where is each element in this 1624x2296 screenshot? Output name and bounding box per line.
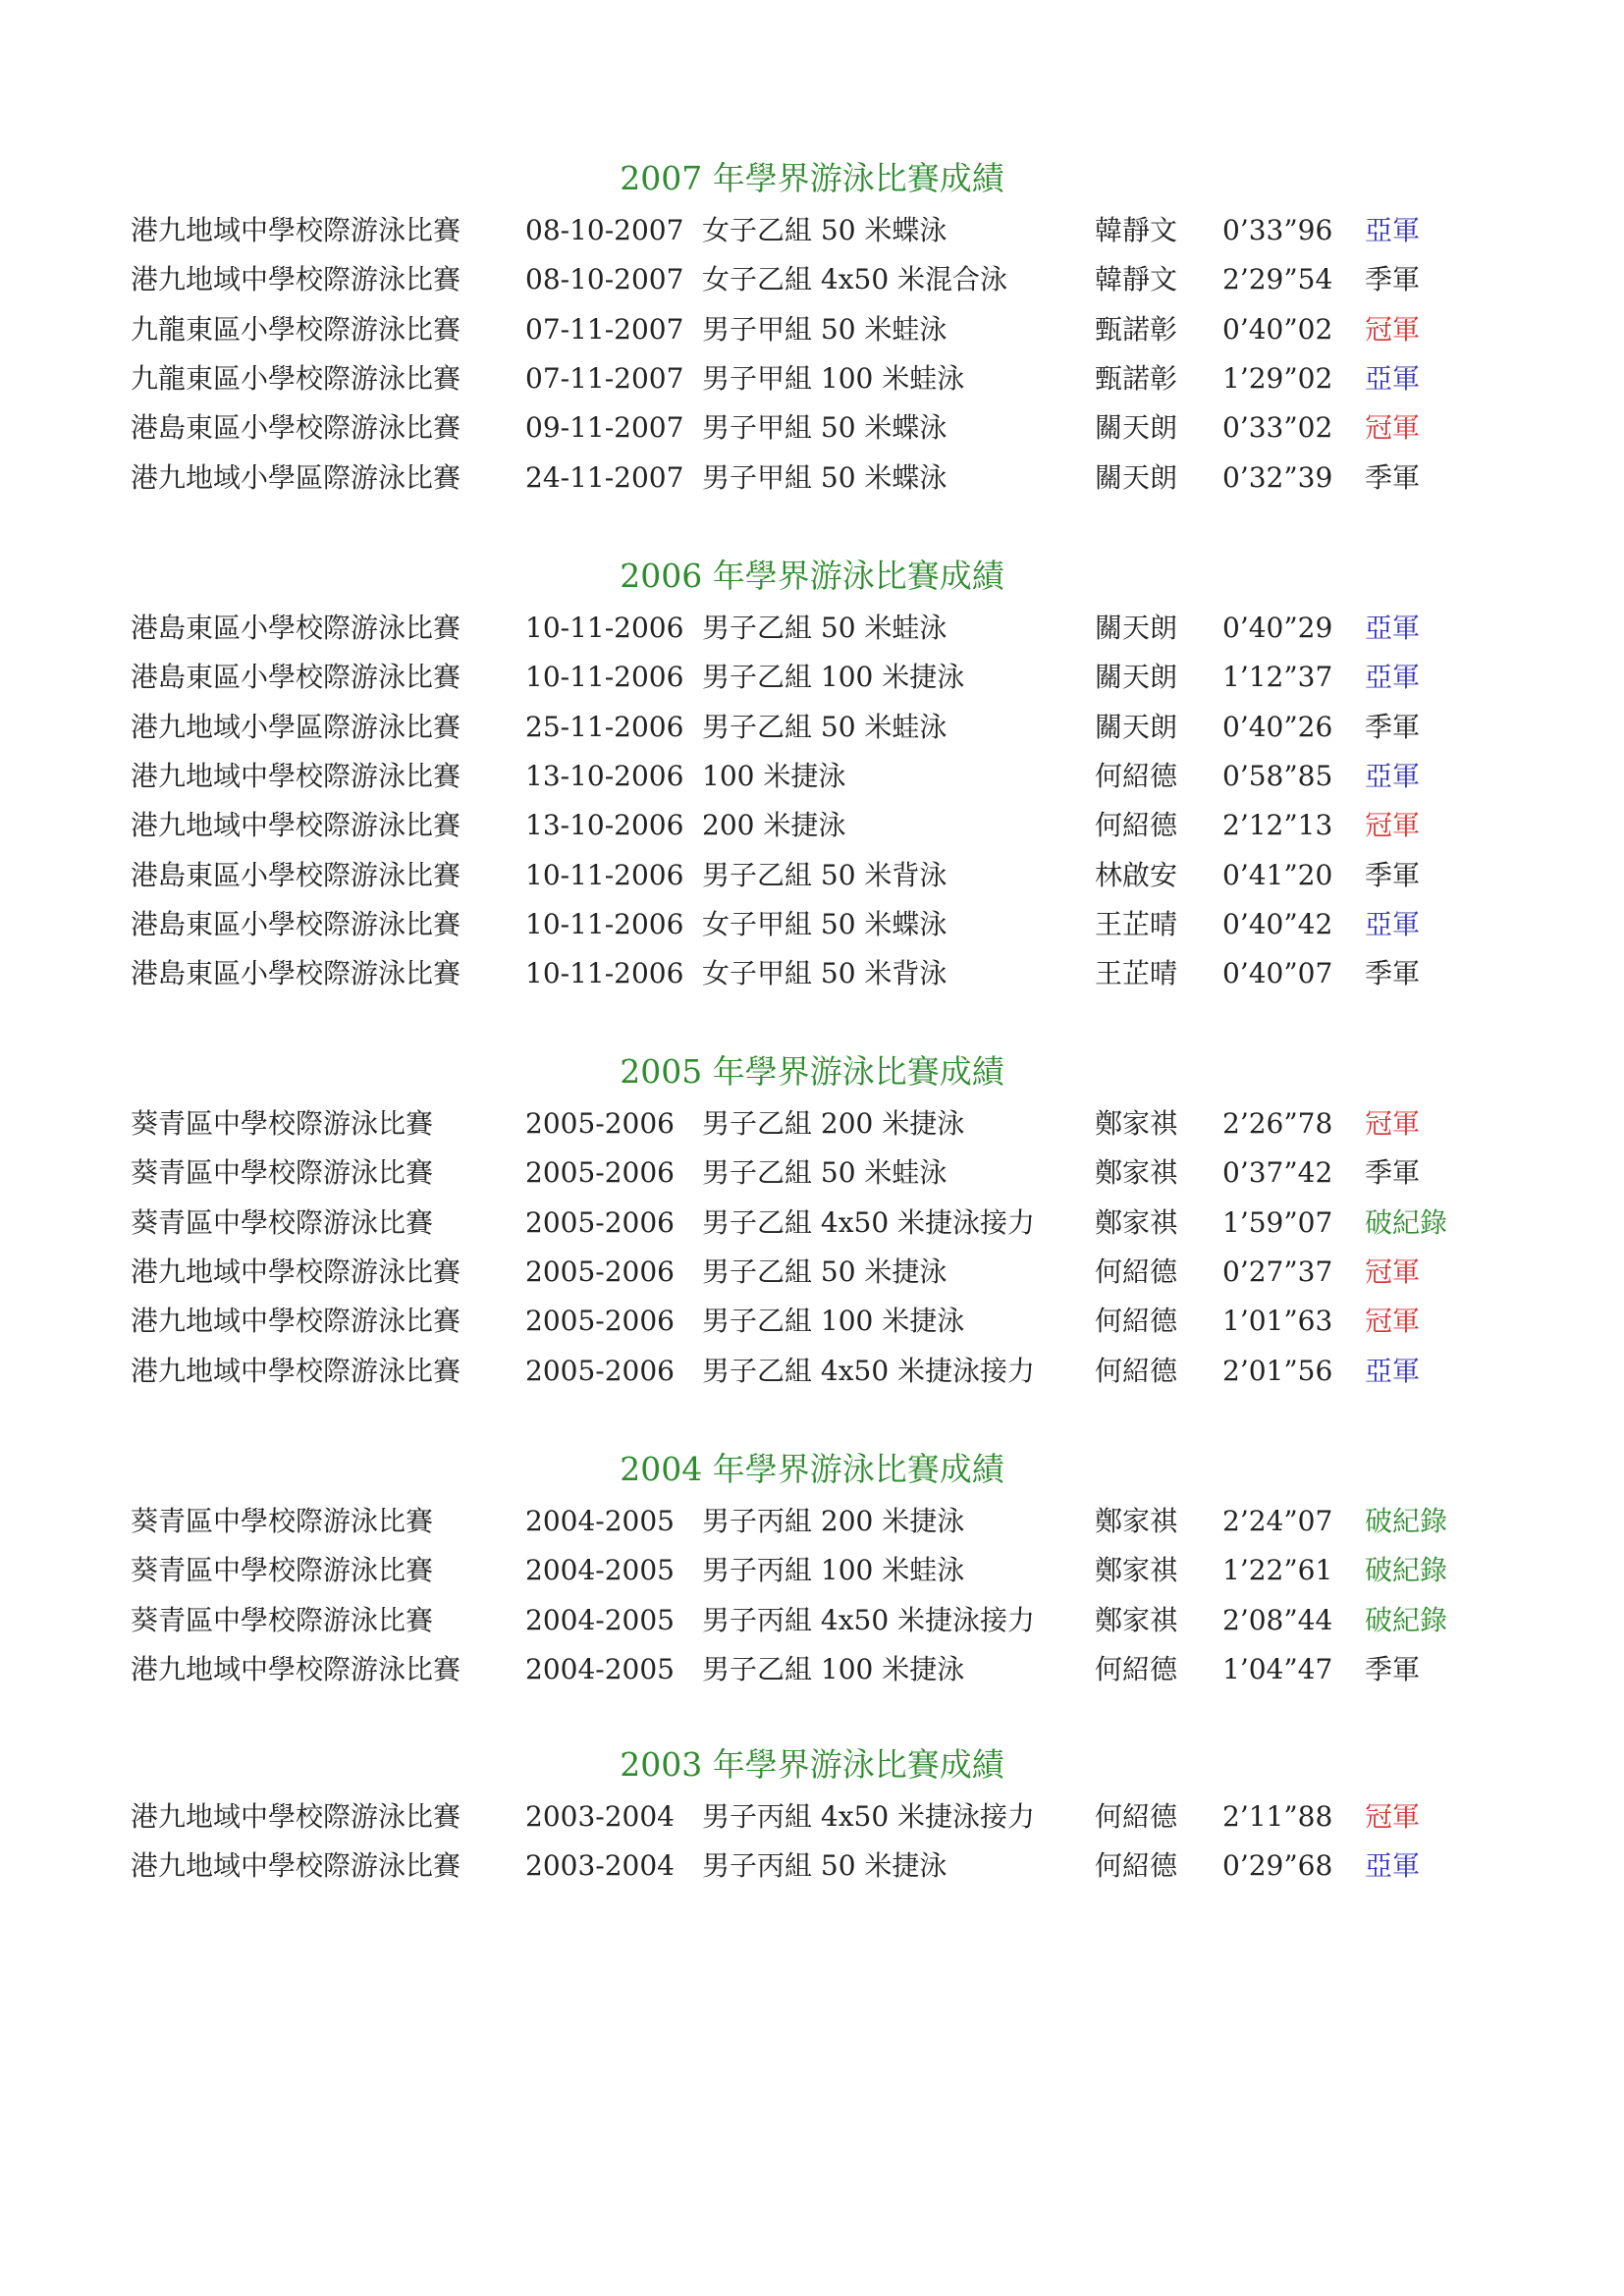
event-name: 男子乙組 50 米蛙泳: [702, 711, 947, 743]
event-name: 男子乙組 4x50 米捷泳接力: [702, 1355, 1036, 1387]
competition-name: 港九地域中學校際游泳比賽: [131, 1800, 461, 1833]
event-name: 男子乙組 50 米蛙泳: [702, 612, 947, 644]
competition-name: 港九地域中學校際游泳比賽: [131, 1849, 461, 1882]
award-label: 季軍: [1365, 263, 1421, 295]
event-name: 男子乙組 4x50 米捷泳接力: [702, 1206, 1036, 1239]
result-time: 1’01”63: [1222, 1305, 1333, 1337]
competition-date: 24-11-2007: [525, 461, 684, 494]
competition-date: 2005-2006: [525, 1305, 675, 1337]
result-time: 0’32”39: [1222, 461, 1333, 494]
competition-date: 2003-2004: [525, 1800, 675, 1833]
competition-date: 10-11-2006: [525, 908, 684, 940]
swimmer-name: 何紹德: [1095, 1849, 1178, 1882]
result-row: [0, 1551, 1624, 1600]
competition-name: 港九地域中學校際游泳比賽: [131, 1305, 461, 1337]
swimmer-name: 關天朗: [1095, 612, 1178, 644]
swimmer-name: 何紹德: [1095, 1255, 1178, 1288]
result-row: [0, 260, 1624, 309]
competition-date: 13-10-2006: [525, 760, 684, 792]
swimmer-name: 何紹德: [1095, 1653, 1178, 1685]
result-row: [0, 1797, 1624, 1846]
award-label: 亞軍: [1365, 1849, 1421, 1882]
competition-name: 葵青區中學校際游泳比賽: [131, 1604, 434, 1636]
award-label: 季軍: [1365, 1653, 1421, 1685]
award-label: 亞軍: [1365, 612, 1421, 644]
competition-date: 2005-2006: [525, 1355, 675, 1387]
award-label: 季軍: [1365, 711, 1421, 743]
swimmer-name: 甄諾彰: [1095, 313, 1178, 346]
swimmer-name: 何紹德: [1095, 760, 1178, 792]
competition-name: 港島東區小學校際游泳比賽: [131, 411, 461, 444]
event-name: 男子丙組 100 米蛙泳: [702, 1554, 965, 1586]
event-name: 男子乙組 200 米捷泳: [702, 1107, 965, 1140]
swimmer-name: 何紹德: [1095, 809, 1178, 841]
result-time: 0’40”26: [1222, 711, 1333, 743]
competition-date: 08-10-2007: [525, 214, 684, 246]
competition-date: 2004-2005: [525, 1604, 675, 1636]
result-time: 1’29”02: [1222, 362, 1333, 395]
competition-name: 港島東區小學校際游泳比賽: [131, 859, 461, 891]
result-row: [0, 1502, 1624, 1551]
result-row: [0, 708, 1624, 757]
swimmer-name: 鄭家祺: [1095, 1554, 1178, 1586]
competition-name: 港九地域中學校際游泳比賽: [131, 809, 461, 841]
result-row: [0, 1253, 1624, 1302]
competition-date: 2004-2005: [525, 1505, 675, 1537]
result-row: [0, 1352, 1624, 1401]
event-name: 男子乙組 100 米捷泳: [702, 1653, 965, 1685]
swimmer-name: 王芷晴: [1095, 957, 1178, 989]
event-name: 男子乙組 100 米捷泳: [702, 661, 965, 693]
competition-date: 2005-2006: [525, 1107, 675, 1140]
event-name: 100 米捷泳: [702, 760, 846, 792]
event-name: 200 米捷泳: [702, 809, 846, 841]
competition-name: 葵青區中學校際游泳比賽: [131, 1505, 434, 1537]
competition-name: 港九地域中學校際游泳比賽: [131, 1355, 461, 1387]
competition-name: 港九地域中學校際游泳比賽: [131, 263, 461, 295]
award-label: 亞軍: [1365, 362, 1421, 395]
result-time: 0’29”68: [1222, 1849, 1333, 1882]
award-label: 冠軍: [1365, 1800, 1421, 1833]
award-label: 破紀錄: [1365, 1604, 1448, 1636]
section-title: 2003 年學界游泳比賽成績: [620, 1745, 1004, 1784]
event-name: 女子乙組 50 米蝶泳: [702, 214, 947, 246]
competition-name: 港九地域中學校際游泳比賽: [131, 1653, 461, 1685]
result-time: 2’11”88: [1222, 1800, 1333, 1833]
result-time: 2’12”13: [1222, 809, 1333, 841]
competition-name: 葵青區中學校際游泳比賽: [131, 1206, 434, 1239]
result-row: [0, 1153, 1624, 1202]
award-label: 季軍: [1365, 859, 1421, 891]
competition-date: 07-11-2007: [525, 362, 684, 395]
result-time: 0’37”42: [1222, 1156, 1333, 1189]
result-row: [0, 905, 1624, 954]
competition-date: 08-10-2007: [525, 263, 684, 295]
swimmer-name: 關天朗: [1095, 461, 1178, 494]
competition-name: 港島東區小學校際游泳比賽: [131, 661, 461, 693]
result-row: [0, 359, 1624, 408]
event-name: 男子乙組 50 米背泳: [702, 859, 947, 891]
award-label: 季軍: [1365, 461, 1421, 494]
event-name: 男子甲組 100 米蛙泳: [702, 362, 965, 395]
competition-name: 葵青區中學校際游泳比賽: [131, 1107, 434, 1140]
event-name: 男子丙組 200 米捷泳: [702, 1505, 965, 1537]
result-time: 0’40”02: [1222, 313, 1333, 346]
swimmer-name: 鄭家祺: [1095, 1206, 1178, 1239]
swimmer-name: 王芷晴: [1095, 908, 1178, 940]
swimmer-name: 林啟安: [1095, 859, 1178, 891]
event-name: 男子丙組 50 米捷泳: [702, 1849, 947, 1882]
swimmer-name: 關天朗: [1095, 661, 1178, 693]
competition-date: 07-11-2007: [525, 313, 684, 346]
swimmer-name: 關天朗: [1095, 711, 1178, 743]
event-name: 男子乙組 100 米捷泳: [702, 1305, 965, 1337]
result-row: [0, 408, 1624, 457]
award-label: 冠軍: [1365, 1107, 1421, 1140]
competition-date: 10-11-2006: [525, 859, 684, 891]
competition-name: 港九地域中學校際游泳比賽: [131, 760, 461, 792]
result-time: 0’40”42: [1222, 908, 1333, 940]
competition-date: 09-11-2007: [525, 411, 684, 444]
result-time: 2’24”07: [1222, 1505, 1333, 1537]
award-label: 亞軍: [1365, 661, 1421, 693]
event-name: 男子丙組 4x50 米捷泳接力: [702, 1800, 1036, 1833]
competition-name: 港島東區小學校際游泳比賽: [131, 612, 461, 644]
award-label: 冠軍: [1365, 1305, 1421, 1337]
result-time: 0’58”85: [1222, 760, 1333, 792]
competition-name: 葵青區中學校際游泳比賽: [131, 1156, 434, 1189]
award-label: 破紀錄: [1365, 1505, 1448, 1537]
result-time: 2’08”44: [1222, 1604, 1333, 1636]
result-row: [0, 1601, 1624, 1650]
result-time: 0’27”37: [1222, 1255, 1333, 1288]
swimmer-name: 關天朗: [1095, 411, 1178, 444]
swimmer-name: 鄭家祺: [1095, 1107, 1178, 1140]
competition-date: 2005-2006: [525, 1156, 675, 1189]
event-name: 男子甲組 50 米蝶泳: [702, 461, 947, 494]
competition-name: 九龍東區小學校際游泳比賽: [131, 313, 461, 346]
swimmer-name: 鄭家祺: [1095, 1604, 1178, 1636]
section-title: 2004 年學界游泳比賽成績: [620, 1450, 1004, 1488]
result-row: [0, 1650, 1624, 1699]
result-time: 0’41”20: [1222, 859, 1333, 891]
competition-date: 2004-2005: [525, 1653, 675, 1685]
result-row: [0, 211, 1624, 260]
result-row: [0, 458, 1624, 507]
result-time: 2’01”56: [1222, 1355, 1333, 1387]
competition-name: 九龍東區小學校際游泳比賽: [131, 362, 461, 395]
event-name: 男子乙組 50 米蛙泳: [702, 1156, 947, 1189]
competition-date: 25-11-2006: [525, 711, 684, 743]
competition-date: 2005-2006: [525, 1206, 675, 1239]
award-label: 破紀錄: [1365, 1554, 1448, 1586]
result-row: [0, 1302, 1624, 1351]
competition-name: 港島東區小學校際游泳比賽: [131, 908, 461, 940]
award-label: 冠軍: [1365, 1255, 1421, 1288]
award-label: 季軍: [1365, 957, 1421, 989]
competition-name: 港九地域中學校際游泳比賽: [131, 1255, 461, 1288]
result-row: [0, 658, 1624, 707]
swimmer-name: 何紹德: [1095, 1800, 1178, 1833]
event-name: 男子甲組 50 米蝶泳: [702, 411, 947, 444]
competition-date: 10-11-2006: [525, 612, 684, 644]
competition-date: 2004-2005: [525, 1554, 675, 1586]
competition-name: 港九地域小學區際游泳比賽: [131, 461, 461, 494]
result-row: [0, 1104, 1624, 1153]
result-time: 0’40”07: [1222, 957, 1333, 989]
swimmer-name: 韓靜文: [1095, 214, 1178, 246]
award-label: 亞軍: [1365, 760, 1421, 792]
competition-date: 2005-2006: [525, 1255, 675, 1288]
competition-name: 葵青區中學校際游泳比賽: [131, 1554, 434, 1586]
award-label: 亞軍: [1365, 1355, 1421, 1387]
competition-date: 13-10-2006: [525, 809, 684, 841]
competition-name: 港九地域小學區際游泳比賽: [131, 711, 461, 743]
event-name: 男子乙組 50 米捷泳: [702, 1255, 947, 1288]
award-label: 亞軍: [1365, 908, 1421, 940]
swimmer-name: 鄭家祺: [1095, 1156, 1178, 1189]
competition-name: 港島東區小學校際游泳比賽: [131, 957, 461, 989]
result-row: [0, 757, 1624, 806]
award-label: 冠軍: [1365, 411, 1421, 444]
award-label: 破紀錄: [1365, 1206, 1448, 1239]
swimmer-name: 何紹德: [1095, 1305, 1178, 1337]
result-time: 0’33”96: [1222, 214, 1333, 246]
result-row: [0, 609, 1624, 658]
competition-name: 港九地域中學校際游泳比賽: [131, 214, 461, 246]
award-label: 亞軍: [1365, 214, 1421, 246]
result-row: [0, 806, 1624, 855]
result-time: 1’22”61: [1222, 1554, 1333, 1586]
section-title: 2005 年學界游泳比賽成績: [620, 1052, 1004, 1091]
event-name: 男子甲組 50 米蛙泳: [702, 313, 947, 346]
event-name: 女子甲組 50 米蝶泳: [702, 908, 947, 940]
result-time: 1’59”07: [1222, 1206, 1333, 1239]
result-row: [0, 310, 1624, 359]
award-label: 冠軍: [1365, 809, 1421, 841]
swimmer-name: 鄭家祺: [1095, 1505, 1178, 1537]
section-title: 2007 年學界游泳比賽成績: [620, 159, 1004, 197]
swimmer-name: 甄諾彰: [1095, 362, 1178, 395]
event-name: 女子乙組 4x50 米混合泳: [702, 263, 1008, 295]
result-time: 1’04”47: [1222, 1653, 1333, 1685]
result-time: 2’29”54: [1222, 263, 1333, 295]
result-time: 2’26”78: [1222, 1107, 1333, 1140]
result-time: 0’33”02: [1222, 411, 1333, 444]
section-title: 2006 年學界游泳比賽成績: [620, 557, 1004, 595]
result-row: [0, 856, 1624, 905]
result-row: [0, 1203, 1624, 1253]
competition-date: 10-11-2006: [525, 661, 684, 693]
event-name: 男子丙組 4x50 米捷泳接力: [702, 1604, 1036, 1636]
competition-date: 2003-2004: [525, 1849, 675, 1882]
swimmer-name: 何紹德: [1095, 1355, 1178, 1387]
result-time: 1’12”37: [1222, 661, 1333, 693]
result-row: [0, 954, 1624, 1003]
competition-date: 10-11-2006: [525, 957, 684, 989]
award-label: 季軍: [1365, 1156, 1421, 1189]
result-row: [0, 1846, 1624, 1896]
result-time: 0’40”29: [1222, 612, 1333, 644]
event-name: 女子甲組 50 米背泳: [702, 957, 947, 989]
award-label: 冠軍: [1365, 313, 1421, 346]
swimmer-name: 韓靜文: [1095, 263, 1178, 295]
